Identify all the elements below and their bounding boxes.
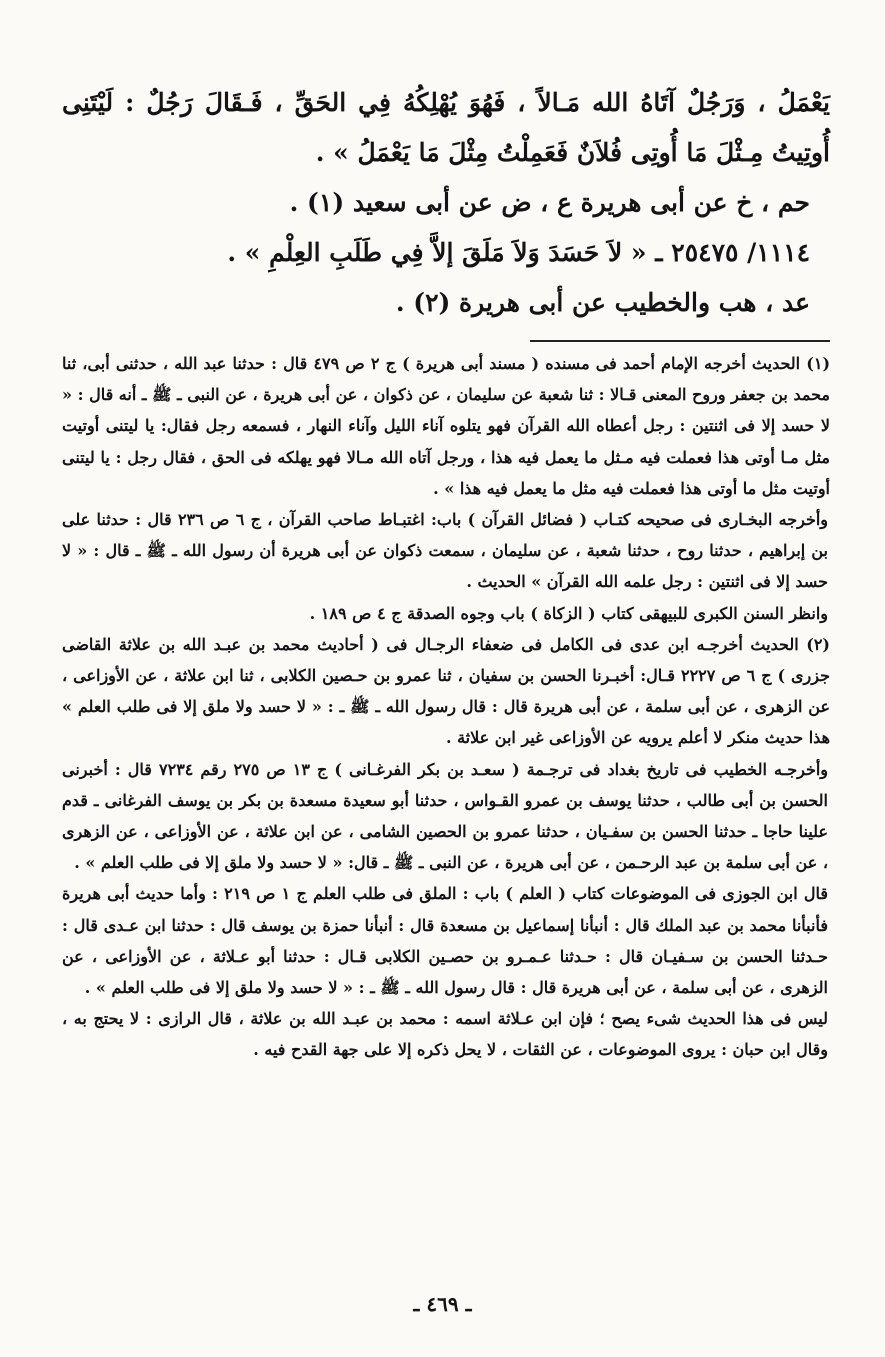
main-text	[62, 78, 830, 328]
footnote-1: (١) الحديث أخرجه الإمام أحمد فى مسنده ( مسند أبى هريرة ) ج ٢ ص ٤٧٩ قال : حدثنا عبد الله ، حدثنى أبى، ثنا محمد بن جعفر وروح المعنى قـالا : ثنا شعبة عن سليمان ، عن ذكوان ، عن أبى هريرة ، عن النبى ـ ﷺ ـ أنه قال : « لا حسد إلا فى اثنتين : رجل أعطاه الله القرآن فهو يتلوه آناء الليل وآناء النهار ، فسمعه رجل فقال: يا ليتنى أوتيت مثل مـا أوتى هذا فعملت فيه مـثل ما يعمل فيه هذا ، ورجل آتاه الله مـالا فهو يهلكه فى الحق ، فقال رجل : يا ليتنى أوتيت مثل ما أوتى هذا فعملت فيه مثل ما يعمل فيه هذا » .	[62, 354, 831, 498]
hadith-source-line: حم ، خ عن أبى هريرة ع ، ض عن أبى سعيد (١) .	[289, 188, 810, 217]
page-body	[62, 78, 830, 1066]
footnote-separator	[530, 340, 830, 342]
page-number: ـ ٤٦٩ ـ	[413, 1292, 472, 1316]
footnote-1-bukhari: وأخرجه البخـارى فى صحيحه كتـاب ( فضائل القرآن ) باب: اغتبـاط صاحب القرآن ، ج ٦ ص ٢٣٦ قال : حدثنا على بن إبراهيم ، حدثنا روح ، حدثنا شعبة ، عن سليمان ، سمعت ذكوان عن أبى هريرة أن رسول الله ـ ﷺ ـ قال : « لا حسد إلا فى اثنتين : رجل علمه الله القرآن » الحديث .	[62, 510, 829, 592]
footnotes	[62, 348, 830, 1066]
footnote-2-ibn-al-jawzi: قال ابن الجوزى فى الموضوعات كتاب ( العلم ) باب : الملق فى طلب العلم ج ١ ص ٢١٩ : وأما حديث أبى هريرة فأنبأنا محمد بن عبد الملك قال : أنبأنا إسماعيل بن مسعدة قال : أنبأنا حمزة بن يوسف قال : حدثنا ابن عـدى قال : حـدثنا الحسن بن سـفيـان قال : حـدثنا عـمـرو بن حصـين الكلابى قـال : حدثنا أبو عـلاثة ، عن الأوزاعى ، عن الزهرى ، عن أبى سلمة ، عن أبى هريرة قال : قال رسول الله ـ ﷺ ـ : « لا حسد ولا ملق إلا فى طلب العلم » .	[62, 884, 828, 998]
hadith-text-25475: ١١١٤/ ٢٥٤٧٥ ـ « لاَ حَسَدَ وَلاَ مَلَقَ إلاَّ فِي طَلَبِ العِلْمِ » .	[227, 238, 810, 267]
hadith-source-line: عد ، هب والخطيب عن أبى هريرة (٢) .	[395, 288, 810, 317]
footnote-2-khatib: وأخرجـه الخطيب فى تاريخ بغداد فى ترجـمة ( سعـد بن بكر الفرغـانى ) ج ١٣ ص ٢٧٥ رقم ٧٢٣٤ قال : أخبرنى الحسن بن أبى طالب ، حدثنا يوسف بن عمرو القـواس ، حدثنا أبو سعيدة مسعدة بن بكر بن يوسف الفرغانى ـ قدم علينا حاجا ـ حدثنا الحسن بن سفـيان ، حدثنا عمرو بن الحصين الشامى ، عن ابن علاثة ، عن الأوزاعى ، عن الزهرى ، عن أبى سلمة بن عبد الرحـمن ، عن أبى هريرة ، عن النبى ـ ﷺ ـ قال: « لا حسد ولا ملق إلا فى طلب العلم » .	[62, 759, 829, 873]
footnote-2-grading: ليس فى هذا الحديث شىء يصح ؛ فإن ابن عـلاثة اسمه : محمد بن عبـد الله بن علاثة ، قال الرازى : لا يحتج به ، وقال ابن حبان : يروى الموضوعات ، عن الثقات ، لا يحل ذكره إلا على جهة القدح فيه .	[62, 1009, 828, 1060]
hadith-text-continuation: يَعْمَلُ ، وَرَجُلٌ آتَاهُ الله مَـالاً ، فَهُوَ يُهْلِكُهُ فِي الحَقِّ ، فَـقَالَ رَجُلٌ : لَيْتَنِى أُوتِيتُ مِـثْلَ مَا أُوتِى فُلاَنٌ فَعَمِلْتُ مِثْلَ مَا يَعْمَلُ » .	[62, 88, 830, 167]
footnote-2: (٢) الحديث أخرجـه ابن عدى فى الكامل فى ضعفاء الرجـال فى ( أحاديث محمد بن عبـد الله بن علاثة القاضى جزرى ) ج ٦ ص ٢٢٢٧ قـال: أخبـرنا الحسن بن سفيان ، ثنا عمرو بن حـصين الكلابى ، ثنا ابن علاثة ، عن الأوزاعى ، عن الزهرى ، عن أبى سلمة ، عن أبى هريرة قال : قال رسول الله ـ ﷺ ـ : « لا حسد ولا ملق إلا فى طلب العلم » هذا حديث منكر لا أعلم يرويه عن الأوزاعى غير ابن علاثة .	[62, 634, 830, 748]
footnote-1-bayhaqi: وانظر السنن الكبرى للبيهقى كتاب ( الزكاة ) باب وجوه الصدقة ج ٤ ص ١٨٩ .	[309, 603, 828, 623]
